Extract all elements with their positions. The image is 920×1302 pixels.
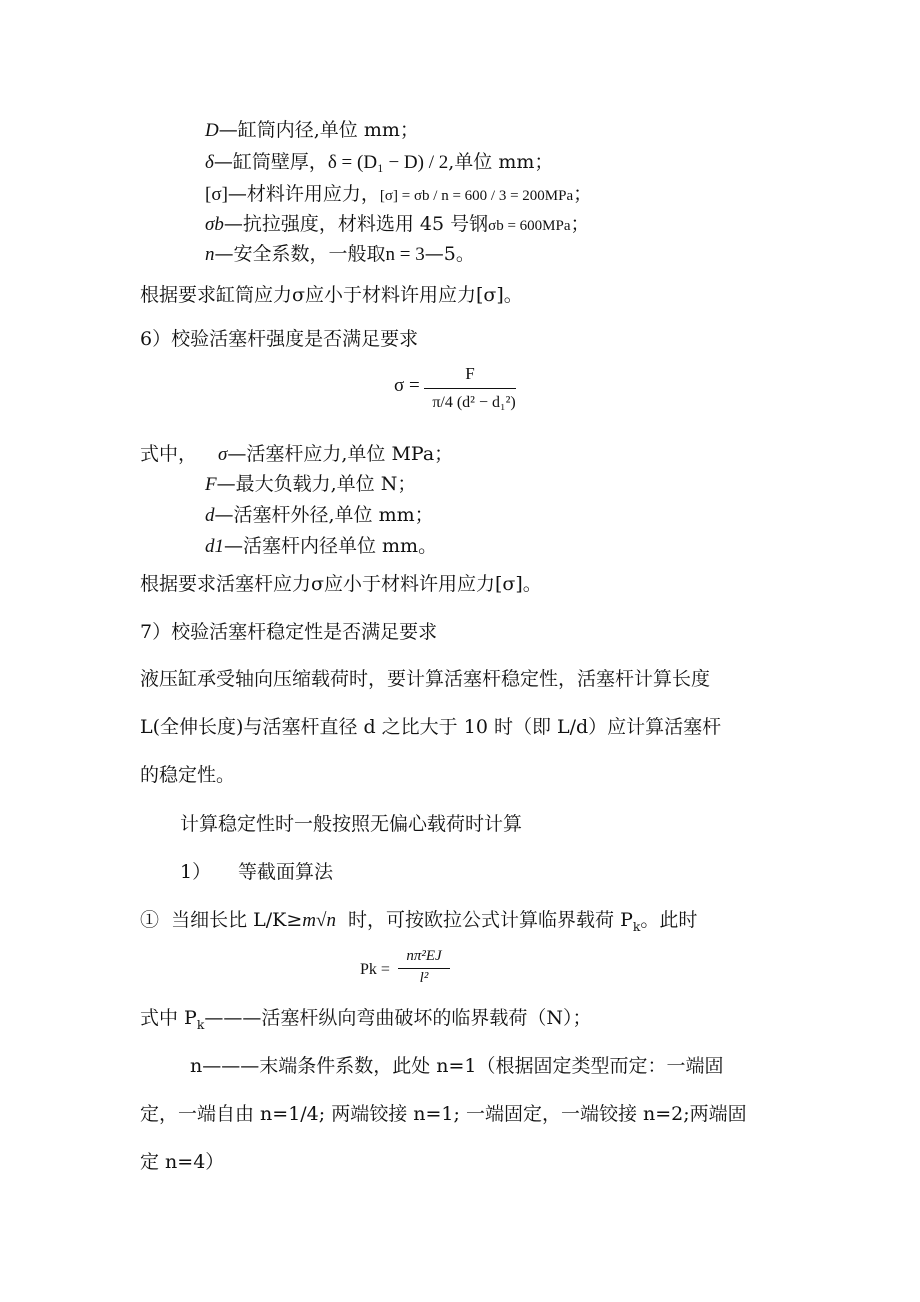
formula6-denominator: π/4 (d² − d₁²) [432, 394, 516, 411]
def-symbol: δ [205, 152, 214, 173]
requirement-cylinder: 根据要求缸筒应力σ应小于材料许用应力[σ]。 [140, 284, 523, 306]
def-sigma-allow [205, 182, 592, 208]
euler-condition [140, 908, 697, 939]
def-tail: ； [570, 213, 590, 235]
pk-pre: 式中 P [140, 1007, 197, 1029]
condition-end: 。此时 [640, 909, 698, 931]
paragraph-line: L(全伸长度)与活塞杆直径 d 之比大于 10 时（即 L/d）应计算活塞杆 [140, 716, 722, 738]
euler-lhs: Pk = [360, 961, 390, 978]
def-d1 [205, 534, 437, 559]
requirement-rod: 根据要求活塞杆应力σ应小于材料许用应力[σ]。 [140, 573, 542, 595]
paragraph-line: 的稳定性。 [140, 764, 236, 786]
condition-pre: 当细长比 L/K≥ [171, 909, 303, 931]
def-symbol: n [205, 244, 215, 265]
def-tail: ,单位 mm； [448, 151, 554, 173]
def-sigma-rod [218, 442, 453, 467]
def-text: —活塞杆外径,单位 mm； [214, 504, 434, 526]
def-symbol: σb [205, 214, 224, 235]
n-definition-line: n———末端条件系数，此处 n=1（根据固定类型而定：一端固 [190, 1055, 724, 1077]
condition-post: 时，可按欧拉公式计算临界载荷 P [348, 909, 633, 931]
def-F [205, 472, 416, 497]
def-tail: —5。 [424, 243, 475, 265]
def-symbol: d1 [205, 536, 224, 557]
method-name: 等截面算法 [238, 861, 334, 883]
def-tail: ； [573, 183, 593, 205]
section-7-heading: 7）校验活塞杆稳定性是否满足要求 [140, 621, 438, 643]
def-symbol: d [205, 505, 215, 526]
pk-sub: k [196, 1017, 205, 1032]
def-text: —缸筒内径,单位 mm； [218, 119, 419, 141]
paragraph-line: 液压缸承受轴向压缩载荷时，要计算活塞杆稳定性，活塞杆计算长度 [140, 668, 711, 690]
def-text: —最大负载力,单位 N； [216, 473, 417, 495]
section-6-heading: 6）校验活塞杆强度是否满足要求 [140, 328, 419, 350]
def-symbol: F [205, 474, 217, 495]
pk-definition [140, 1006, 591, 1037]
euler-denominator: l² [419, 970, 429, 986]
n-definition-line: 定 n=4） [140, 1151, 225, 1173]
calc-note: 计算稳定性时一般按照无偏心载荷时计算 [180, 813, 523, 835]
def-text: —活塞杆内径单位 mm。 [224, 535, 438, 557]
formula6-numerator: F [465, 364, 475, 383]
def-formula: σb = 600MPa [488, 218, 571, 234]
def-formula: δ = (D₁ − D) / 2 [327, 152, 449, 173]
formula6-fraction-bar [424, 388, 516, 389]
defs2-lead: 式中， [140, 443, 198, 465]
def-text: —材料许用应力， [227, 183, 380, 205]
def-text: —安全系数，一般取 [214, 243, 386, 265]
formula6-lhs: σ = [394, 375, 420, 396]
method-number: 1） [180, 861, 212, 883]
def-symbol: [σ] [205, 184, 228, 205]
def-d [205, 503, 434, 528]
def-sigma-b [205, 212, 590, 238]
def-text: —活塞杆应力,单位 MPa； [227, 443, 454, 465]
euler-numerator: nπ²EJ [406, 948, 442, 964]
def-formula: n = 3 [385, 244, 425, 265]
def-D [205, 118, 419, 143]
n-definition-line: 定，一端自由 n=1/4; 两端铰接 n=1; 一端固定，一端铰接 n=2;两端固 [140, 1103, 747, 1125]
def-symbol: σ [218, 444, 228, 465]
condition-sub: k [632, 919, 641, 934]
pk-post: ———活塞杆纵向弯曲破坏的临界载荷（N）； [204, 1007, 592, 1029]
euler-fraction-bar [398, 968, 450, 969]
condition-expr: m√n [302, 910, 336, 931]
def-n [205, 242, 475, 267]
def-symbol: D [205, 120, 219, 141]
def-text: —缸筒壁厚， [213, 151, 328, 173]
def-text: —抗拉强度，材料选用 45 号钢 [223, 213, 489, 235]
def-formula: [σ] = σb / n = 600 / 3 = 200MPa [379, 188, 574, 204]
circled-one-marker: ① [140, 909, 160, 931]
def-delta [205, 150, 553, 175]
